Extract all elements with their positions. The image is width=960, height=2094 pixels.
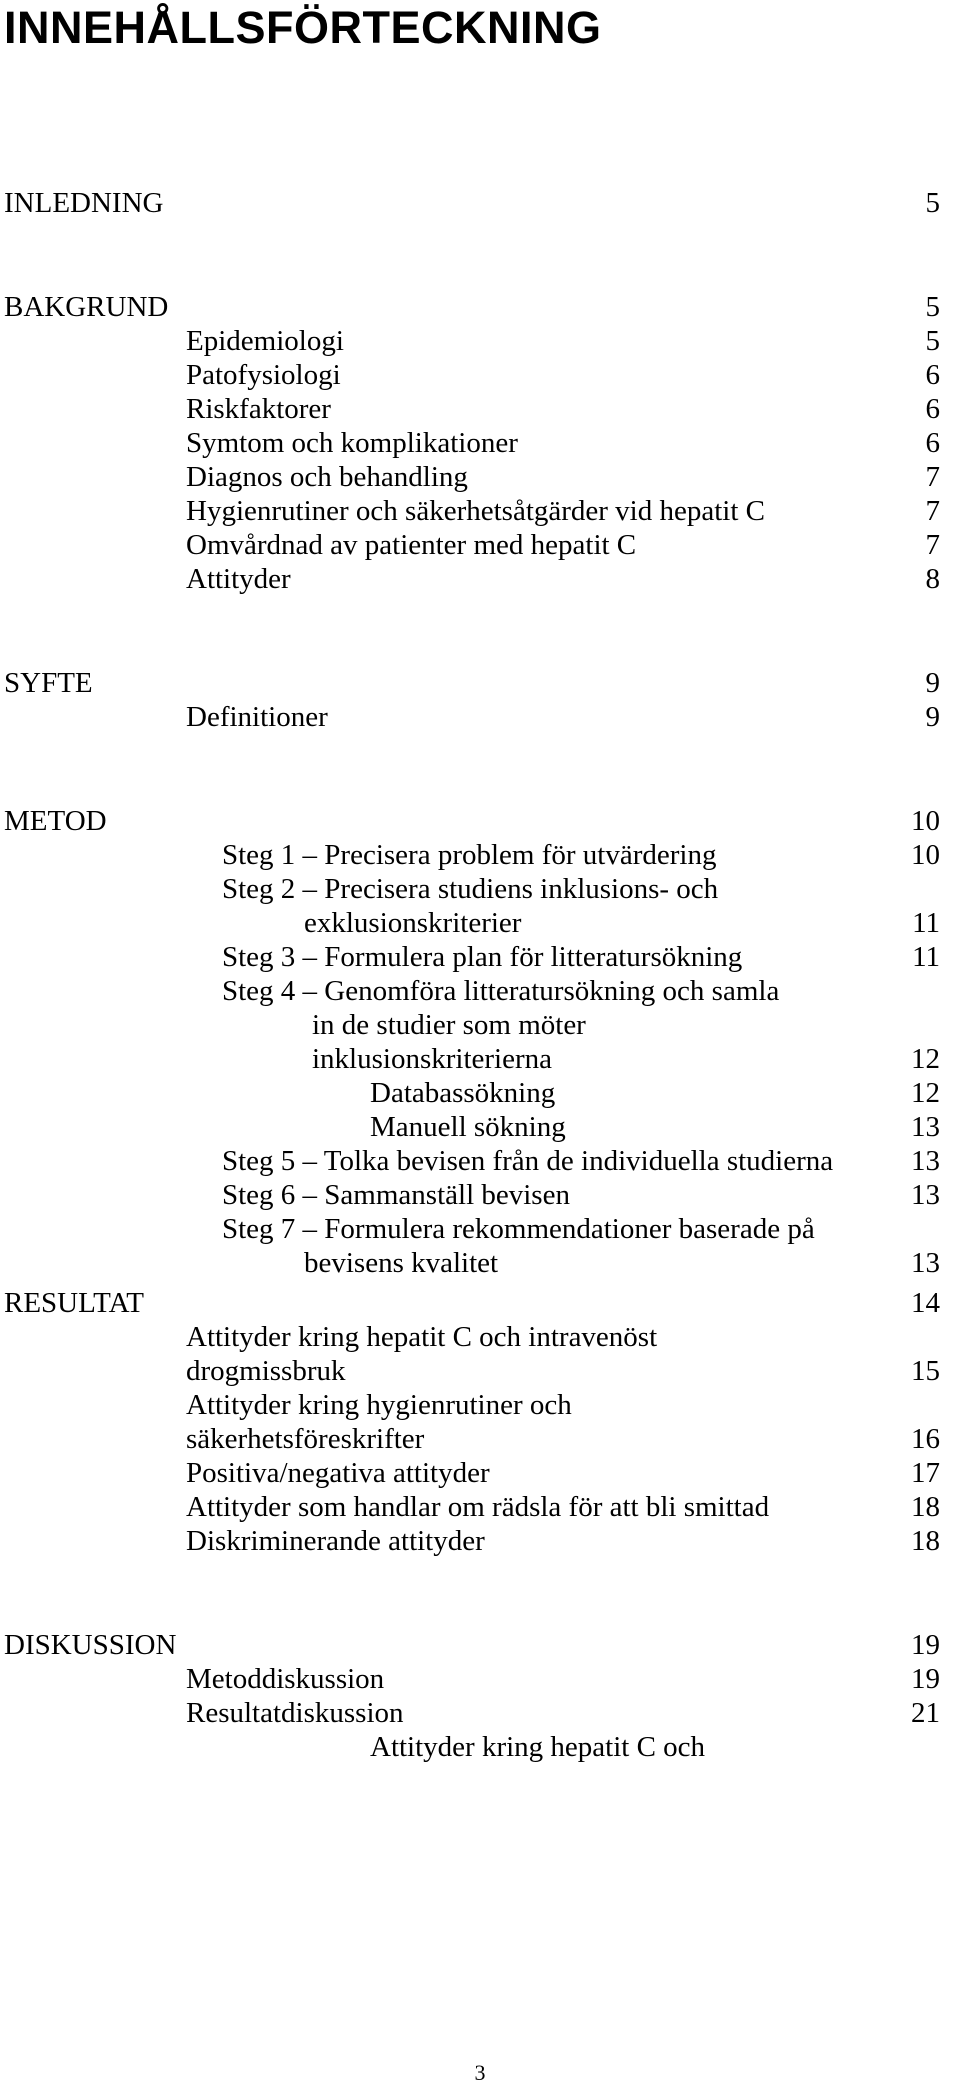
toc-entry-label: Attityder som handlar om rädsla för att bli smittad xyxy=(186,1491,770,1523)
toc-entry-page: 6 xyxy=(925,359,940,391)
toc-entry-label: DISKUSSION xyxy=(4,1629,177,1661)
toc-entry-label: Diskriminerande attityder xyxy=(186,1525,485,1557)
toc-entry-page: 16 xyxy=(911,1423,940,1455)
toc-entry-label: Steg 6 – Sammanställ bevisen xyxy=(222,1179,570,1211)
toc-entry-page: 9 xyxy=(925,701,940,733)
toc-entry-page: 8 xyxy=(925,563,940,595)
toc-entry-page: 7 xyxy=(925,461,940,493)
toc-entry-label: Patofysiologi xyxy=(186,359,341,391)
toc-entry-label: Steg 1 – Precisera problem för utvärdering xyxy=(222,839,717,871)
toc-entry-label: Attityder kring hepatit C och intravenöst xyxy=(186,1321,658,1353)
toc-entry-label: Attityder kring hygienrutiner och xyxy=(186,1389,572,1421)
toc-entry-label: in de studier som möter xyxy=(312,1009,586,1041)
toc-entry-page: 7 xyxy=(925,529,940,561)
toc-entry-label: Epidemiologi xyxy=(186,325,344,357)
toc-entry-page: 7 xyxy=(925,495,940,527)
toc-entry-label: METOD xyxy=(4,805,107,837)
toc-entry-label: Manuell sökning xyxy=(370,1111,566,1143)
toc-entry-page: 19 xyxy=(911,1629,940,1661)
toc-entry-page: 6 xyxy=(925,393,940,425)
toc-entry-label: Riskfaktorer xyxy=(186,393,331,425)
toc-entry-page: 10 xyxy=(911,839,940,871)
toc-entry-label: Hygienrutiner och säkerhetsåtgärder vid hepatit C xyxy=(186,495,765,527)
toc-entry-page: 13 xyxy=(911,1179,940,1211)
toc-entry-page: 18 xyxy=(911,1491,940,1523)
toc-entry-page: 11 xyxy=(912,907,940,939)
toc-entry-label: säkerhetsföreskrifter xyxy=(186,1423,425,1455)
toc-entry-page: 17 xyxy=(911,1457,940,1489)
toc-entry-page: 10 xyxy=(911,805,940,837)
toc-entry-label: Steg 3 – Formulera plan för litteratursökning xyxy=(222,941,743,973)
toc-entry-label: Omvårdnad av patienter med hepatit C xyxy=(186,529,637,561)
toc-entry-label: Diagnos och behandling xyxy=(186,461,468,493)
toc-entry-page: 5 xyxy=(925,325,940,357)
toc-entry-page: 5 xyxy=(925,187,940,219)
toc-entry-label: Steg 4 – Genomföra litteratursökning och samla xyxy=(222,975,780,1007)
toc-entry-label: Attityder xyxy=(186,563,291,595)
toc-entry-label: BAKGRUND xyxy=(4,291,169,323)
toc-entry-label: exklusionskriterier xyxy=(304,907,522,939)
toc-entry-label: Resultatdiskussion xyxy=(186,1697,404,1729)
toc-entry-page: 15 xyxy=(911,1355,940,1387)
toc-entry-label: Positiva/negativa attityder xyxy=(186,1457,490,1489)
toc-entry-page: 13 xyxy=(911,1111,940,1143)
toc-entry-page: 12 xyxy=(911,1043,940,1075)
toc-entry-page: 19 xyxy=(911,1663,940,1695)
toc-entry-label: inklusionskriterierna xyxy=(312,1043,553,1075)
toc-entry-page: 13 xyxy=(911,1145,940,1177)
toc-entry-label: Steg 5 – Tolka bevisen från de individuella studierna xyxy=(222,1145,834,1177)
page-number: 3 xyxy=(474,2060,486,2085)
toc-entry-label: bevisens kvalitet xyxy=(304,1247,499,1279)
toc-entry-page: 12 xyxy=(911,1077,940,1109)
toc-entry-label: SYFTE xyxy=(4,667,93,699)
toc-entry-label: drogmissbruk xyxy=(186,1355,346,1387)
toc-entry-label: Definitioner xyxy=(186,701,328,733)
page-title: INNEHÅLLSFÖRTECKNING xyxy=(4,2,602,53)
toc-entry-label: Metoddiskussion xyxy=(186,1663,385,1695)
toc-entry-label: Steg 7 – Formulera rekommendationer baserade på xyxy=(222,1213,815,1245)
toc-entry-page: 5 xyxy=(925,291,940,323)
toc-entry-label: INLEDNING xyxy=(4,187,164,219)
toc-entry-page: 21 xyxy=(911,1697,940,1729)
toc-entry-label: Steg 2 – Precisera studiens inklusions- och xyxy=(222,873,719,905)
toc-entry-label: Attityder kring hepatit C och xyxy=(370,1731,706,1763)
toc-entry-label: RESULTAT xyxy=(4,1287,145,1319)
toc-entry-page: 6 xyxy=(925,427,940,459)
toc-entry-label: Symtom och komplikationer xyxy=(186,427,518,459)
toc-entry-page: 18 xyxy=(911,1525,940,1557)
toc-entry-page: 14 xyxy=(911,1287,940,1319)
toc-entry-page: 9 xyxy=(925,667,940,699)
toc-entry-page: 13 xyxy=(911,1247,940,1279)
toc-entry-page: 11 xyxy=(912,941,940,973)
toc-entry-label: Databassökning xyxy=(370,1077,556,1109)
